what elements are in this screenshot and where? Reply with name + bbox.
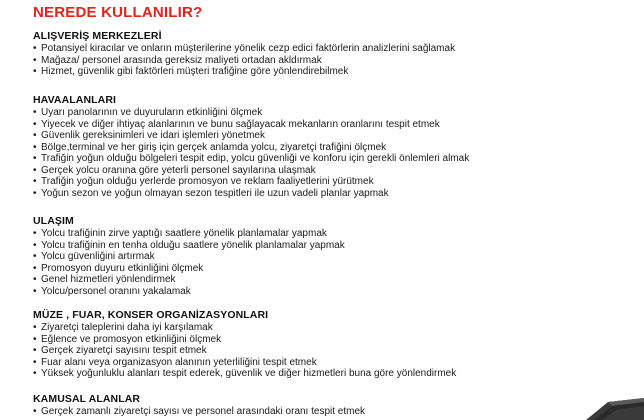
bullet-list — [33, 322, 623, 380]
list-item: • Yoğun sezon ve yoğun olmayan sezon tespitleri ile uzun vadeli planlar yapmak — [33, 188, 623, 200]
bullet-list — [33, 43, 623, 78]
list-item: • Promosyon duyuru etkinliğini ölçmek — [33, 263, 623, 275]
list-item: • Eğlence ve promosyon etkinliğini ölçmek — [33, 334, 623, 346]
list-item: • Yiyecek ve diğer ihtiyaç alanlarının ve bunu sağlayacak mekanların oranlarını tespit etmek — [33, 119, 623, 131]
list-item: • Yolcu/personel oranını yakalamak — [33, 286, 623, 298]
section-heading: ULAŞIM — [33, 215, 74, 227]
list-item: • Bölge,terminal ve her giriş için gerçek anlamda yolcu, ziyaretçi trafiğini ölçmek — [33, 142, 623, 154]
section-transportation — [33, 215, 623, 297]
list-item: • Yolcu trafiğinin en tenha olduğu saatlere yönelik planlamalar yapmak — [33, 240, 623, 252]
list-item: • Gerçek ziyaretçi sayısını tespit etmek — [33, 345, 623, 357]
list-item: • Gerçek yolcu oranına göre yeterli personel sayılarına ulaşmak — [33, 165, 623, 177]
list-item: • Yolcu güvenliğini artırmak — [33, 251, 623, 263]
list-item: • Güvenlik gereksinimleri ve idari işlemleri yönetmek — [33, 130, 623, 142]
list-item: • Yüksek yoğunluklu alanları tespit ederek, güvenlik ve diğer hizmetleri buna göre yönlendirmek — [33, 368, 623, 380]
section-heading: MÜZE , FUAR, KONSER ORGANİZASYONLARI — [33, 309, 269, 321]
device-image — [574, 396, 644, 420]
list-item: • Hizmet, güvenlik gibi faktörleri müşteri trafiğine göre yönlendirebilmek — [33, 66, 623, 78]
list-item: • Ziyaretçi taleplerini daha iyi karşılamak — [33, 322, 623, 334]
section-public-areas — [33, 393, 623, 418]
list-item: • Fuar alanı veya organizasyon alanının yeterliliğini tespit etmek — [33, 357, 623, 369]
list-item: • Trafiğin yoğun olduğu bölgeleri tespit edip, yolcu güvenliği ve konforu için gerekli önlemleri almak — [33, 153, 623, 165]
list-item: • Genel hizmetleri yönlendirmek — [33, 274, 623, 286]
section-heading: HAVAALANLARI — [33, 94, 117, 106]
bullet-list — [33, 228, 623, 297]
bullet-list — [33, 107, 623, 199]
list-item: • Trafiğin yoğun olduğu yerlerde promosyon ve reklam faaliyetlerini yürütmek — [33, 176, 623, 188]
list-item: • Uyarı panolarının ve duyuruların etkinliğini ölçmek — [33, 107, 623, 119]
page-title: NEREDE KULLANILIR? — [33, 4, 203, 21]
section-heading: KAMUSAL ALANLAR — [33, 393, 141, 405]
bullet-list — [33, 406, 623, 418]
section-shopping-malls — [33, 30, 623, 78]
list-item: • Gerçek zamanlı ziyaretçi sayısı ve personel arasındaki oranı tespit etmek — [33, 406, 623, 418]
list-item: • Yolcu trafiğinin zirve yaptığı saatlere yönelik planlamalar yapmak — [33, 228, 623, 240]
section-heading: ALIŞVERİŞ MERKEZLERİ — [33, 30, 162, 42]
section-airports — [33, 94, 623, 199]
list-item: • Mağaza/ personel arasında gereksiz maliyeti ortadan akldırmak — [33, 55, 623, 67]
section-museum-fair-concert — [33, 309, 623, 380]
list-item: • Potansiyel kiracılar ve onların müşterilerine yönelik cezp edici faktörlerin analizlerini sağlamak — [33, 43, 623, 55]
